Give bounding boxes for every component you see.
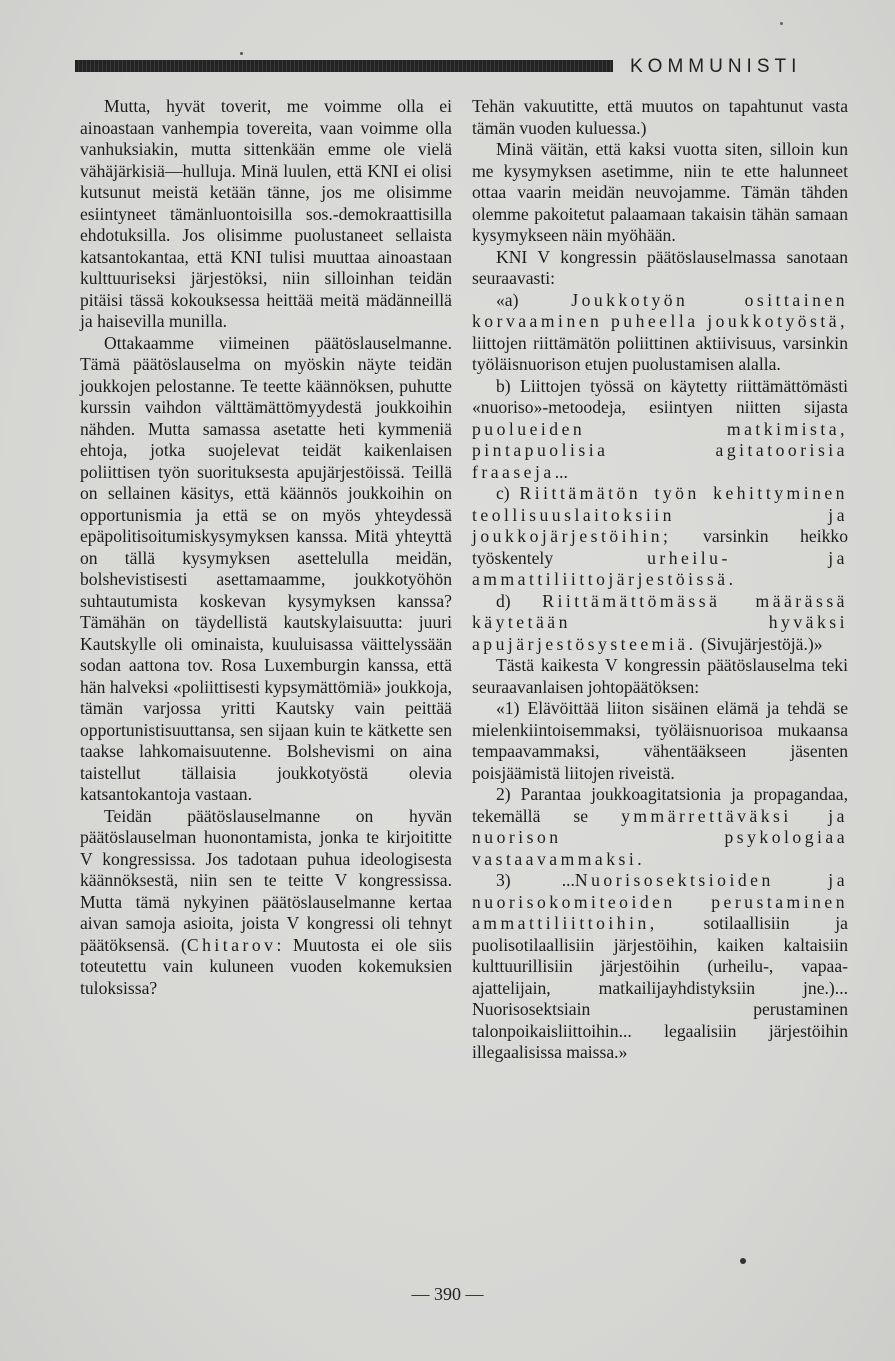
paragraph: Tästä kaikesta V kongressin päätöslauselma teki seuraavanlaisen johtopäätöksen:	[472, 655, 848, 697]
item-text: liittojen riittämätön poliittinen aktiivisuus, varsinkin työläisnuorison etujen puolustamisen alalla.	[472, 332, 848, 374]
spaced-text: Joukkotyön osittainen korvaaminen puheella joukkotyöstä,	[472, 289, 848, 331]
running-header: KOMMUNISTI	[630, 56, 802, 77]
left-column	[80, 96, 452, 999]
right-column	[472, 96, 848, 1064]
paragraph-text: Teidän päätöslauselmanne on hyvän päätöslauselman huonontamista, jonka te kirjoititte V kongressissa. Jos tadotaan puhua ideologisesta käännöksestä, niin sen te teitte V kongressissa. Mutta tämä nykyinen päätöslauselmanne kertaa aivan samoja asioita, joista V kongressi oli tehnyt päätöksensä. (	[80, 805, 452, 955]
item-label: «a)	[496, 289, 572, 310]
quote-item-c	[472, 483, 848, 591]
paragraph-text: : Muutosta ei ole siis toteutettu vain kuluneen vuoden kokemuksien tuloksissa?	[80, 934, 452, 998]
spaced-text: ymmärrettäväksi ja nuorison psykologiaa vastaavammaksi.	[472, 805, 848, 869]
paragraph	[80, 806, 452, 1000]
paragraph: Mutta, hyvät toverit, me voimme olla ei ainoastaan vanhempia tovereita, vaan voimme olla vanhuksiakin, mutta sittenkään emme ole vielä vähäjärkisiä—hulluja. Minä luulen, että KNI ei olisi kutsunut meistä ketään tänne, jos me olisimme esiintyneet tämänluontoisilla sos.-demokraattisilla ehdotuksilla. Jos olisimme puolustaneet sellaista katsantokantaa, että KNI tulisi muuttaa ainoastaan kulttuuriseksi järjestöksi, niin silloinhan teidän pitäisi tässä kokouksessa heittää meitä mädänneillä ja haisevilla munilla.	[80, 96, 452, 331]
resolution-item-1: «1) Elävöittää liiton sisäinen elämä ja tehdä se mielenkiintoisemmaksi, työläisnuorisoa mukaansa tempaavammaksi, vähentääkseen jäsenten poisjäämistä liitojen riveistä.	[472, 698, 848, 783]
item-text: varsinkin heikko työskentely	[472, 526, 848, 568]
item-label: 3) ...	[496, 870, 575, 890]
header-rule	[75, 60, 613, 72]
item-text: ...	[554, 461, 568, 482]
item-text: 2) Parantaa joukkoagitatsionia ja propagandaa, tekemällä se	[472, 784, 848, 826]
quote-item-a	[472, 290, 848, 376]
spaced-text: Nuorisosektsioiden ja nuorisokomiteoiden perustaminen ammattiliittoihin,	[472, 870, 849, 933]
item-text: (Sivujärjestöjä.)»	[696, 633, 823, 654]
page-number: — 390 —	[411, 1284, 484, 1304]
quote-item-b	[472, 376, 848, 484]
item-label: d)	[496, 590, 543, 611]
spaced-text: Riittämättömässä määrässä käytetään hyväksi apujärjestösysteemiä.	[472, 590, 848, 654]
spaced-text: Riittämätön työn kehittyminen teollisuuslaitoksiin ja joukkojärjestöihin;	[472, 483, 848, 546]
paragraph: KNI V kongressin päätöslauselmassa sanotaan seuraavasti:	[472, 246, 848, 288]
ink-speck	[240, 52, 243, 55]
spaced-text: puolueiden matkimista, pintapuolisia agitatoorisia fraaseja	[472, 418, 848, 482]
resolution-item-3	[472, 870, 848, 1064]
paragraph: Tehän vakuutitte, että muutos on tapahtunut vasta tämän vuoden kuluessa.)	[472, 96, 848, 138]
paragraph: Minä väitän, että kaksi vuotta siten, silloin kun me kysymyksen asetimme, niin te ette halunneet ottaa vaarin meidän neuvojamme. Tämän tähden olemme pakoitetut palaamaan takaisin tähän samaan kysymykseen näin myöhään.	[472, 139, 848, 245]
speaker-name: Chitarov	[186, 934, 277, 955]
ink-speck	[740, 1258, 746, 1264]
item-label: c)	[496, 483, 520, 503]
quote-item-d	[472, 591, 848, 656]
item-text: sotilaallisiin ja puolisotilaallisiin järjestöihin, kaiken kaltaisiin kulttuurillisiin järjestöihin (urheilu-, vapaa-ajattelijain, matkailijayhdistyksiin jne.)... Nuorisosektsiain perustaminen talonpoikaisliittoihin... legaalisiin järjestöihin illegaalisissa maissa.»	[472, 913, 848, 1062]
item-text: b) Liittojen työssä on käytetty riittämättömästi «nuoriso»-metoodeja, esiintyen niitten sijasta	[472, 375, 848, 417]
paragraph: Ottakaamme viimeinen päätöslauselmanne. Tämä päätöslauselma on myöskin näyte teidän joukkojen pelostanne. Te teette käännöksen, puhutte kurssin vaihdon välttämättömyydestä joukkoihin nähden. Mutta samassa asetatte heti kymmeniä ehtoja, jotka suojelevat teidät kaikenlaisen poliittisen työn suorituksesta apujärjestöissä. Teillä on sellainen käsitys, että käännös joukkoihin on opportunismia ja että se on myös yhteydessä epäpolitisoitumiskysymyksen kanssa. Mitä yhteyttä on tällä kysymyksen asettelulla meidän, bolshevistisesti asettamaamme, joukkotyöhön suhtautumista koskevan kysymyksen kanssa? Tämähän on täydellistä kautskylaisuutta: juuri Kautskylle oli ominaista, kuuluisassa väittelyssään sodan aattona tov. Rosa Luxemburgin kanssa, että hän halveksi «poliittisesti kypsymättömiä» joukkoja, tämän varjossa yritti Kautsky vain peittää opportunistisuuttansa, sen sijaan kuin te kätkette sen taakse lahkomaisuutenne. Bolshevismi on aina taistellut tällaisia joukkotyöstä olevia katsantokantoja vastaan.	[80, 332, 452, 804]
ink-speck	[780, 22, 783, 25]
resolution-item-2	[472, 784, 848, 870]
spaced-text: urheilu- ja ammattiliittojärjestöissä.	[472, 547, 848, 589]
